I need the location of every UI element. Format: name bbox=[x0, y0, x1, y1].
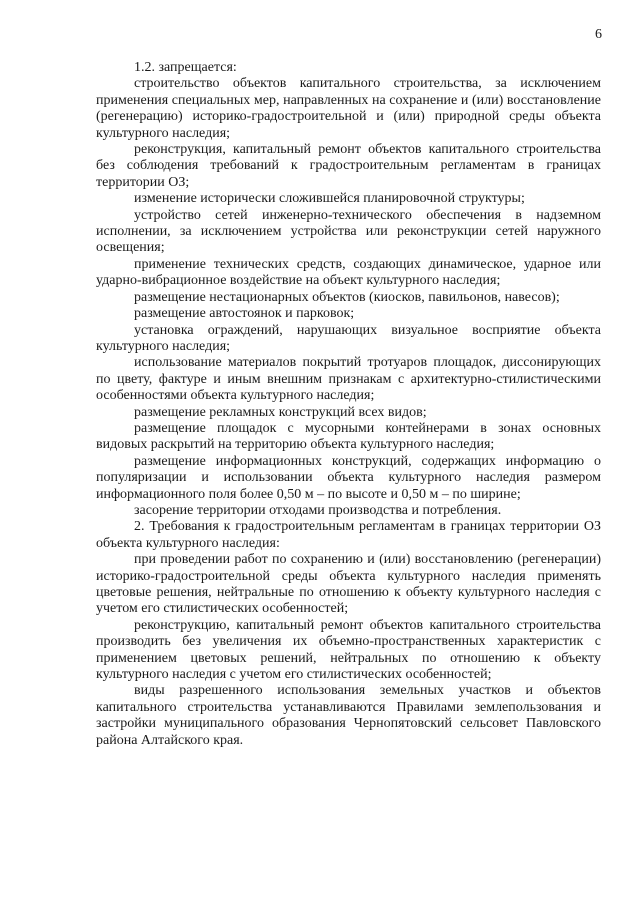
paragraph: устройство сетей инженерно-технического обеспечения в надземном исполнении, за исключением устройства или реконструкции сетей наружного освещения; bbox=[96, 207, 601, 256]
paragraph: использование материалов покрытий тротуаров площадок, диссонирующих по цвету, фактуре и иным внешним признакам с архитектурно-стилистическими особенностями объекта культурного наследия; bbox=[96, 355, 601, 404]
paragraph: при проведении работ по сохранению и (или) восстановлению (регенерации) историко-градостроительной среды объекта культурного наследия применять цветовые решения, нейтральные по отношению к объекту культурного наследия с учетом его стилистических особенностей; bbox=[96, 552, 601, 617]
paragraph: применение технических средств, создающих динамическое, ударное или ударно-вибрационное воздействие на объект культурного наследия; bbox=[96, 256, 601, 289]
section-heading: 2. Требования к градостроительным регламентам в границах территории ОЗ объекта культурного наследия: bbox=[96, 519, 601, 551]
paragraph: виды разрешенного использования земельных участков и объектов капитального строительства устанавливаются Правилами землепользования и застройки муниципального образования Чернопятовский сельсовет Павловского района Алтайского края. bbox=[96, 683, 601, 748]
paragraph: размещение рекламных конструкций всех видов; bbox=[134, 404, 427, 420]
paragraph: размещение автостоянок и парковок; bbox=[134, 306, 355, 322]
paragraph: размещение площадок с мусорными контейнерами в зонах основных видовых раскрытий на территорию объекта культурного наследия; bbox=[96, 420, 601, 453]
document-body bbox=[96, 60, 601, 749]
paragraph: размещение нестационарных объектов (киосков, павильонов, навесов); bbox=[134, 289, 560, 305]
paragraph: изменение исторически сложившейся планировочной структуры; bbox=[134, 191, 525, 207]
section-heading: 1.2. запрещается: bbox=[134, 60, 237, 75]
paragraph: засорение территории отходами производства и потребления. bbox=[134, 502, 502, 518]
paragraph: размещение информационных конструкций, содержащих информацию о популяризации и использовании объекта культурного наследия размером информационного поля более 0,50 м – по высоте и 0,50 м – по ширине; bbox=[96, 453, 601, 502]
paragraph: строительство объектов капитального строительства, за исключением применения специальных мер, направленных на сохранение и (или) восстановление (регенерацию) историко-градостроительной и (или) природной среды объекта культурного наследия; bbox=[96, 76, 601, 141]
paragraph: установка ограждений, нарушающих визуальное восприятие объекта культурного наследия; bbox=[96, 322, 601, 354]
paragraph: реконструкция, капитальный ремонт объектов капитального строительства без соблюдения требований к градостроительным регламентам в границах территории ОЗ; bbox=[96, 142, 601, 190]
page-number: 6 bbox=[595, 27, 602, 42]
paragraph: реконструкцию, капитальный ремонт объектов капитального строительства производить без увеличения их объемно-пространственных характеристик с применением цветовых решений, нейтральных по отношению к объекту культурного наследия с учетом его стилистических особенностей; bbox=[96, 617, 601, 683]
